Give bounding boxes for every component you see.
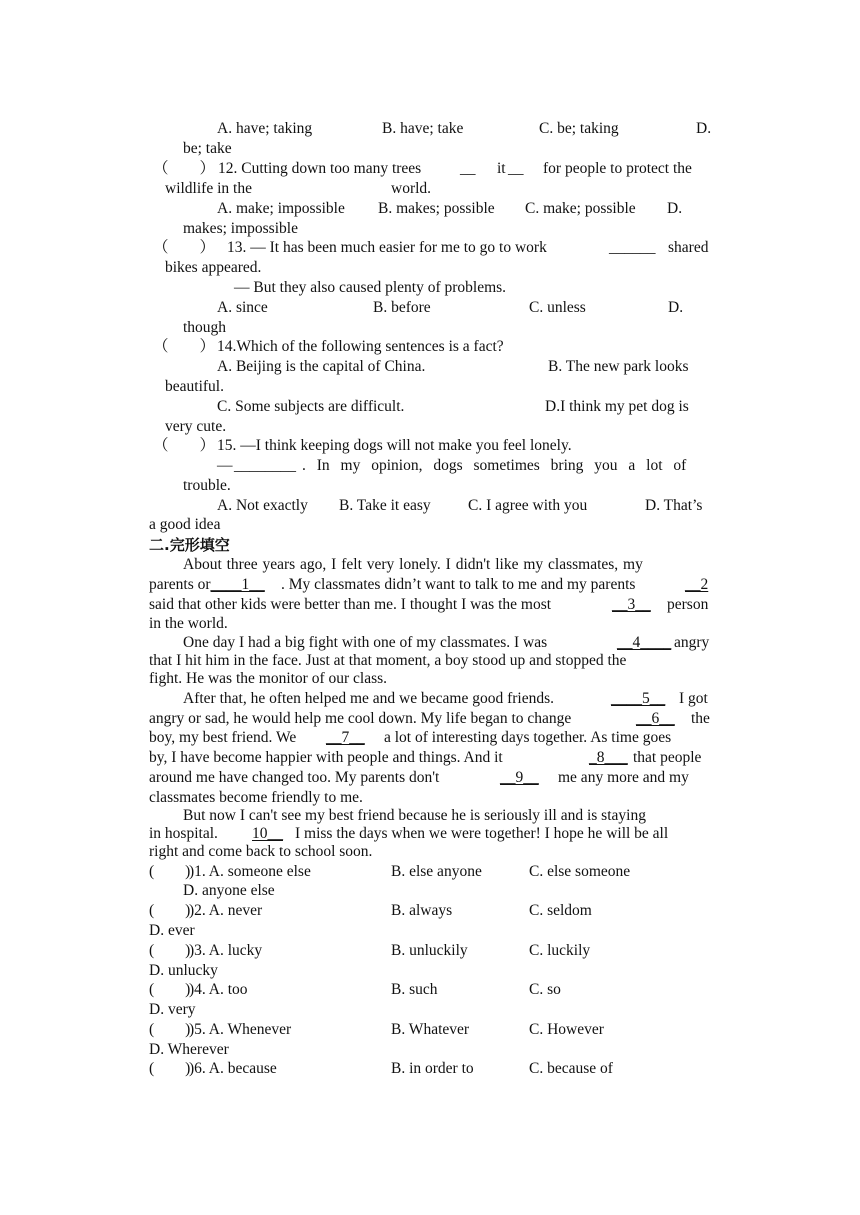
cloze-3-bracket: ( ) [149, 942, 191, 959]
passage-line: that I hit him in the face. Just at that moment, a boy stood up and stopped the [149, 652, 627, 669]
passage-line: that people [633, 749, 702, 766]
blank-4: __4____ [617, 634, 672, 651]
blank-10: 10__ [252, 825, 283, 842]
q15-blank: ________ [234, 457, 296, 474]
cloze-1-option-b: B. else anyone [391, 863, 482, 880]
blank-2: __2 [685, 576, 709, 593]
blank-9: __9__ [500, 769, 539, 786]
q15-option-d: D. That’s [645, 497, 703, 514]
q13-reply: — But they also caused plenty of problems. [234, 279, 507, 296]
passage-line: in the world. [149, 615, 228, 632]
passage-line: angry [674, 634, 710, 651]
passage-line: a lot of interesting days together. As time goes [384, 729, 672, 746]
q15-reply: . In my opinion, dogs sometimes bring you a lot of [302, 457, 687, 474]
q15-reply-dash: — [217, 457, 233, 474]
q13-stem-tail: shared [668, 239, 709, 256]
passage-line: I miss the days when we were together! I hope he will be all [295, 825, 669, 842]
q12-stem-line2: wildlife in the [165, 180, 252, 197]
q14-option-a: A. Beijing is the capital of China. [217, 358, 426, 375]
passage-line: After that, he often helped me and we became good friends. [183, 690, 554, 707]
q12-option-c: C. make; possible [525, 200, 636, 217]
q15-bracket: （ ） [153, 437, 216, 454]
cloze-3-option-c: C. luckily [529, 942, 591, 959]
passage-line: classmates become friendly to me. [149, 789, 363, 806]
cloze-1-bracket: ( ) [149, 863, 191, 880]
passage-line: right and come back to school soon. [149, 843, 373, 860]
q14-bracket: （ ） [153, 338, 216, 355]
q12-option-d-label: D. [667, 200, 683, 217]
blank-3: __3__ [612, 596, 651, 613]
cloze-5-option-d: D. Wherever [149, 1041, 229, 1058]
passage-line: One day I had a big fight with one of my classmates. I was [183, 634, 548, 651]
cloze-2-bracket: ( ) [149, 902, 191, 919]
cloze-2-option-b: B. always [391, 902, 453, 919]
cloze-1-option-d: D. anyone else [183, 882, 275, 899]
passage-line: me any more and my [558, 769, 689, 786]
q11-option-b: B. have; take [382, 120, 464, 137]
cloze-5-option-b: B. Whatever [391, 1021, 470, 1038]
cloze-5-bracket: ( ) [149, 1021, 191, 1038]
q14-option-d-line2: very cute. [165, 418, 227, 435]
cloze-3-option-d: D. unlucky [149, 962, 218, 979]
passage-line: parents or____1__ [149, 576, 265, 593]
q12-bracket: （ ） [153, 160, 216, 177]
q13-bracket: （ ） [153, 239, 216, 256]
cloze-1-option-c: C. else someone [529, 863, 631, 880]
q12-option-b: B. makes; possible [378, 200, 495, 217]
q13-stem-line2: bikes appeared. [165, 259, 262, 276]
cloze-4-bracket: ( ) [149, 981, 191, 998]
passage-line: About three years ago, I felt very lonely. I didn't like my classmates, my [183, 556, 643, 573]
blank-1: ____1__ [210, 576, 265, 593]
cloze-4-option-c: C. so [529, 981, 561, 998]
q15-option-b: B. Take it easy [339, 497, 431, 514]
blank-6: __6__ [636, 710, 675, 727]
q13-stem: 13. — It has been much easier for me to go to work [227, 239, 547, 256]
q15-stem: 15. —I think keeping dogs will not make you feel lonely. [217, 437, 572, 454]
cloze-2-option-c: C. seldom [529, 902, 592, 919]
q13-blank: ______ [609, 239, 656, 256]
q12-stem-line2-end: world. [391, 180, 432, 197]
q12-blank-1: __ [460, 160, 476, 177]
blank-7: __7__ [326, 729, 365, 746]
passage-line: But now I can't see my best friend because he is seriously ill and is staying [183, 807, 646, 824]
cloze-3-option-a: )3. A. lucky [189, 942, 263, 959]
cloze-2-option-d: D. ever [149, 922, 195, 939]
q13-option-d-text: though [183, 319, 227, 336]
q11-option-d-text: be; take [183, 140, 232, 157]
cloze-6-option-a: )6. A. because [189, 1060, 277, 1077]
q13-option-b: B. before [373, 299, 431, 316]
q14-stem: 14.Which of the following sentences is a fact? [217, 338, 504, 355]
q13-option-a: A. since [217, 299, 268, 316]
passage-line: by, I have become happier with people and things. And it [149, 749, 503, 766]
section-title: 二.完形填空 [149, 536, 230, 554]
cloze-4-option-a: )4. A. too [189, 981, 248, 998]
q12-option-d-text: makes; impossible [183, 220, 298, 237]
q12-stem: 12. Cutting down too many trees [218, 160, 422, 177]
passage-line: the [691, 710, 710, 727]
q12-option-a: A. make; impossible [217, 200, 345, 217]
cloze-5-option-c: C. However [529, 1021, 604, 1038]
q11-option-a: A. have; taking [217, 120, 313, 137]
q12-blank-2: __ [508, 160, 524, 177]
cloze-5-option-a: )5. A. Whenever [189, 1021, 292, 1038]
q11-option-c: C. be; taking [539, 120, 619, 137]
blank-5: ____5__ [611, 690, 666, 707]
cloze-6-bracket: ( ) [149, 1060, 191, 1077]
passage-line: in hospital. [149, 825, 218, 842]
passage-line: angry or sad, he would help me cool down. My life began to change [149, 710, 572, 727]
cloze-2-option-a: )2. A. never [189, 902, 263, 919]
q14-option-b-line2: beautiful. [165, 378, 224, 395]
cloze-3-option-b: B. unluckily [391, 942, 468, 959]
q15-option-a: A. Not exactly [217, 497, 308, 514]
q13-option-c: C. unless [529, 299, 586, 316]
cloze-1-option-a: )1. A. someone else [189, 863, 311, 880]
cloze-6-option-c: C. because of [529, 1060, 613, 1077]
cloze-4-option-d: D. very [149, 1001, 196, 1018]
q15-reply-line2: trouble. [183, 477, 231, 494]
q14-option-d: D.I think my pet dog is [545, 398, 689, 415]
q12-stem-it: it [497, 160, 506, 177]
q14-option-b: B. The new park looks [548, 358, 689, 375]
cloze-4-option-b: B. such [391, 981, 438, 998]
passage-line: person [667, 596, 709, 613]
passage-line: around me have changed too. My parents don't [149, 769, 440, 786]
blank-8: _8___ [589, 749, 628, 766]
cloze-6-option-b: B. in order to [391, 1060, 474, 1077]
passage-line: boy, my best friend. We [149, 729, 297, 746]
q15-option-d-line2: a good idea [149, 516, 221, 533]
q12-stem-tail: for people to protect the [543, 160, 692, 177]
passage-line: . My classmates didn’t want to talk to me and my parents [281, 576, 636, 593]
passage-line: I got [679, 690, 708, 707]
passage-line: said that other kids were better than me. I thought I was the most [149, 596, 552, 613]
q15-option-c: C. I agree with you [468, 497, 588, 514]
q13-option-d-label: D. [668, 299, 684, 316]
q11-option-d-label: D. [696, 120, 712, 137]
passage-line: fight. He was the monitor of our class. [149, 670, 388, 687]
q14-option-c: C. Some subjects are difficult. [217, 398, 405, 415]
